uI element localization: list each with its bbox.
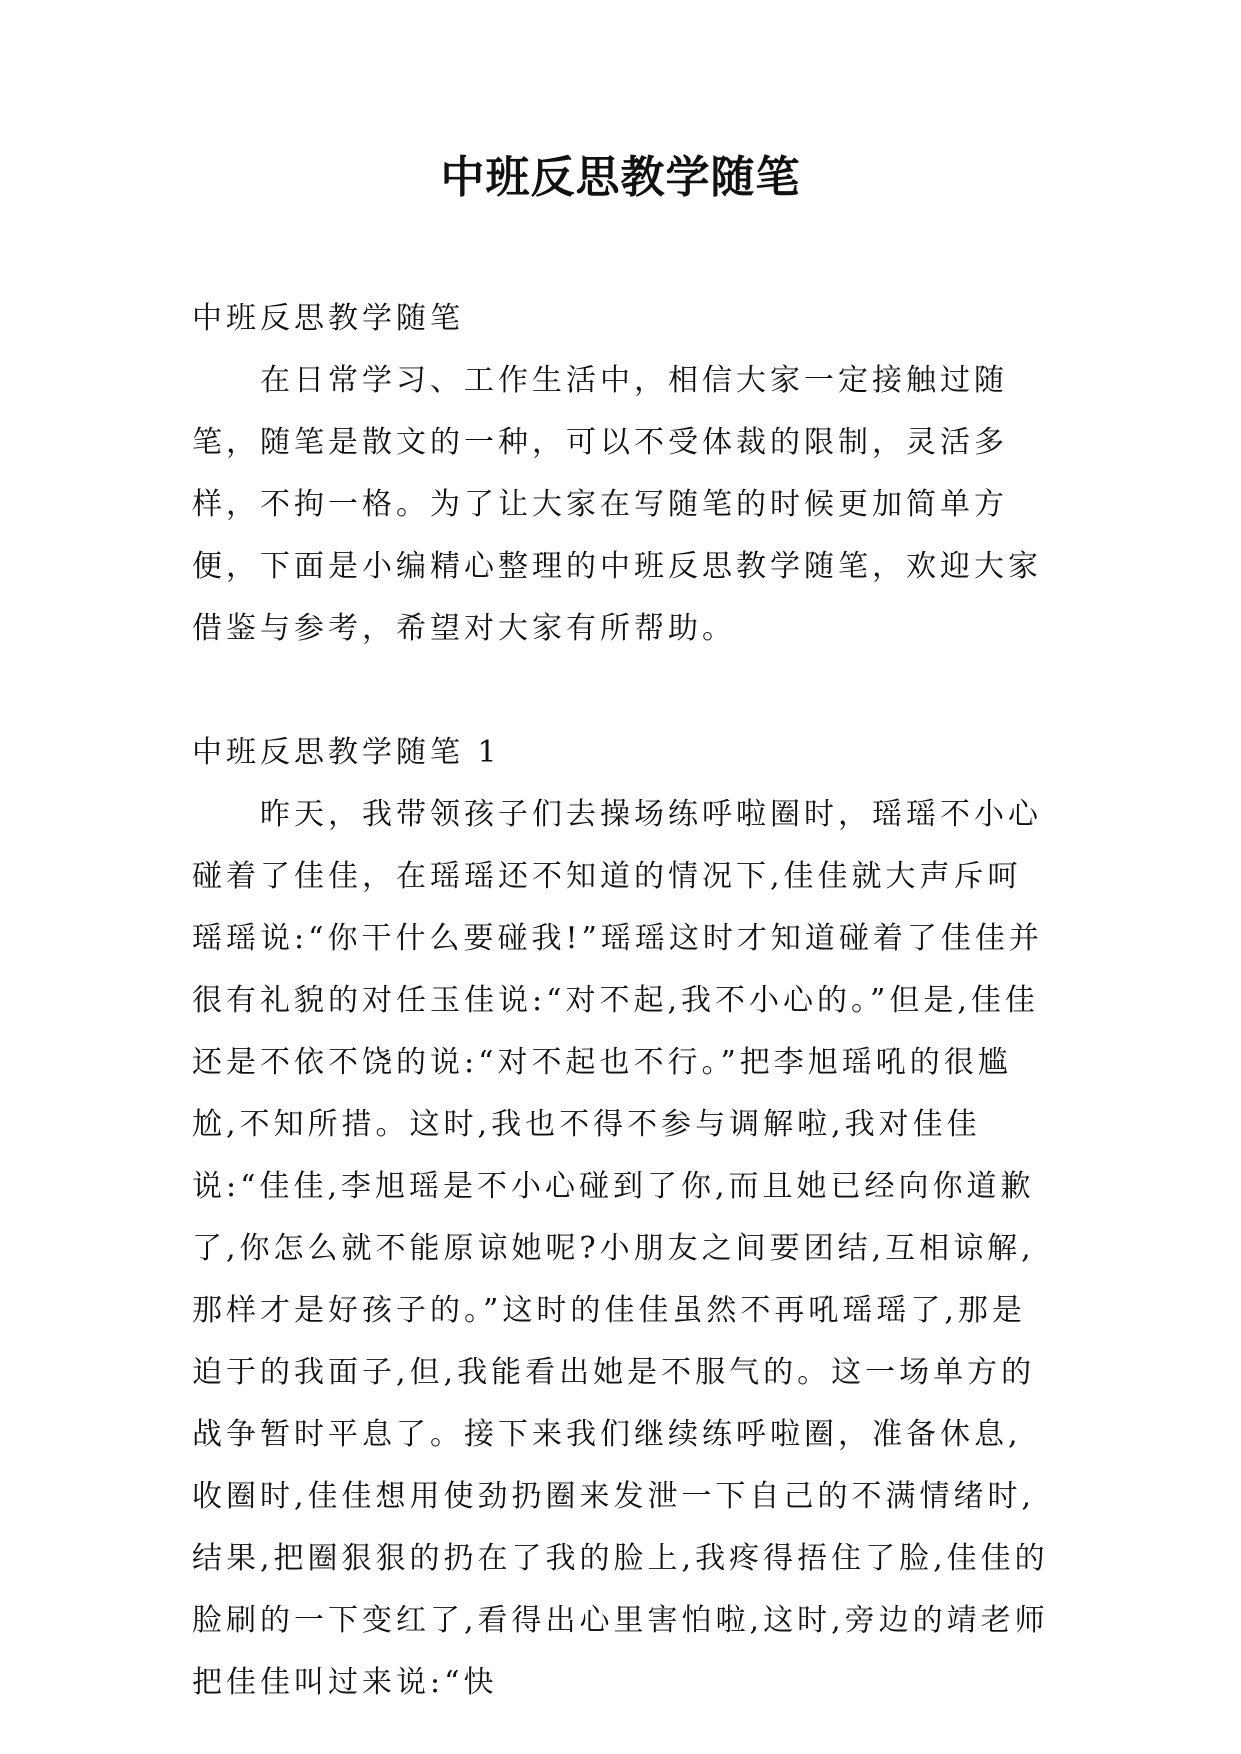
intro-heading: 中班反思教学随笔 [192,301,464,336]
section-1-heading: 中班反思教学随笔 1 [192,735,501,770]
document-body [192,288,1052,1714]
document-title: 中班反思教学随笔 [440,152,801,203]
intro-paragraph: 在日常学习、工作生活中，相信大家一定接触过随笔，随笔是散文的一种，可以不受体裁的限制，灵活多样，不拘一格。为了让大家在写随笔的时候更加简单方便，下面是小编精心整理的中班反思教学随笔，欢迎大家借鉴与参考，希望对大家有所帮助。 [192,363,1042,646]
section-1-paragraph: 昨天，我带领孩子们去操场练呼啦圈时，瑶瑶不小心碰着了佳佳，在瑶瑶还不知道的情况下,佳佳就大声斥呵瑶瑶说:“你干什么要碰我!”瑶瑶这时才知道碰着了佳佳并很有礼貌的对任玉佳说:“对不起,我不小心的。”但是,佳佳还是不依不饶的说:“对不起也不行。”把李旭瑶吼的很尴尬,不知所措。这时,我也不得不参与调解啦,我对佳佳说:“佳佳,李旭瑶是不小心碰到了你,而且她已经向你道歉了,你怎么就不能原谅她呢?小朋友之间要团结,互相谅解,那样才是好孩子的。”这时的佳佳虽然不再吼瑶瑶了,那是迫于的我面子,但,我能看出她是不服气的。这一场单方的战争暂时平息了。接下来我们继续练呼啦圈，准备休息,收圈时,佳佳想用使劲扔圈来发泄一下自己的不满情绪时,结果,把圈狠狠的扔在了我的脸上,我疼得捂住了脸,佳佳的脸刷的一下变红了,看得出心里害怕啦,这时,旁边的靖老师把佳佳叫过来说:“快 [192,797,1049,1700]
section-spacer [192,660,1052,722]
